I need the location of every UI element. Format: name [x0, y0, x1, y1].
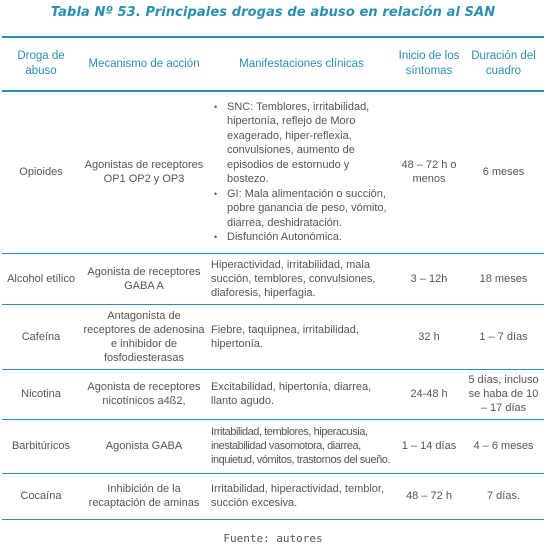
header-mechanism: Mecanismo de acción: [80, 37, 208, 91]
cell-manifestations: Hiperactividad, irritabilidad, mala succión, temblores, convulsiones, diaforesis, hiperfagia.: [208, 253, 395, 304]
cell-onset: 1 – 14 días: [395, 419, 463, 473]
header-manifestations: Manifestaciones clínicas: [208, 37, 395, 91]
cell-duration: 4 – 6 meses: [463, 419, 544, 473]
cell-mechanism: Agonista de receptores nicotínicos a4ß2,: [80, 369, 208, 419]
cell-mechanism: Antagonista de receptores de adenosina e inhibidor de fosfodiesterasas: [80, 304, 208, 369]
table-source: Fuente: autores: [223, 532, 323, 545]
table-row: [2, 369, 544, 419]
cell-onset: 24-48 h: [395, 369, 463, 419]
cell-mechanism: Agonista GABA: [80, 419, 208, 473]
list-item-text: GI: Mala alimentación o succión, pobre ganancia de peso, vómito, diarrea, deshidratación.: [227, 187, 387, 229]
cell-drug: Cocaína: [2, 473, 80, 519]
cell-drug: Cafeína: [2, 304, 80, 369]
cell-duration: 5 días, incluso se haba de 10 – 17 días: [463, 369, 544, 419]
list-item: [214, 100, 392, 187]
cell-onset: 32 h: [395, 304, 463, 369]
cell-drug: Opioides: [2, 91, 80, 253]
cell-drug: Nicotina: [2, 369, 80, 419]
manifestations-list: [211, 100, 392, 245]
bullet-icon: •: [214, 188, 218, 199]
header-drug: Droga de abuso: [2, 37, 80, 91]
list-item: [214, 187, 392, 231]
table-title: Tabla Nº 53. Principales drogas de abuso en relación al SAN: [50, 5, 496, 20]
table-row: [2, 473, 544, 519]
cell-onset: 48 – 72 h o menos: [395, 91, 463, 253]
header-onset: Inicio de los síntomas: [395, 37, 463, 91]
cell-drug: Barbitúricos: [2, 419, 80, 473]
cell-duration: 18 meses: [463, 253, 544, 304]
cell-duration: 1 – 7 días: [463, 304, 544, 369]
cell-duration: 7 días.: [463, 473, 544, 519]
cell-manifestations: Irritabilidad, hiperactividad, temblor, succión excesiva.: [208, 473, 395, 519]
table-body: [2, 91, 544, 519]
cell-drug: Alcohol etílico: [2, 253, 80, 304]
cell-manifestations: [208, 91, 395, 253]
cell-mechanism: Agonista de receptores GABA A: [80, 253, 208, 304]
bullet-icon: •: [214, 232, 218, 243]
cell-mechanism: Inhibición de la recaptación de aminas: [80, 473, 208, 519]
cell-manifestations: Fiebre, taquipnea, irritabilidad, hipertonía.: [208, 304, 395, 369]
cell-manifestations: Irritabilidad, temblores, hiperacusia, inestabilidad vasomotora, diarrea, inquietud, vómitos, trastornos del sueño.: [208, 419, 395, 473]
bullet-icon: •: [214, 101, 218, 112]
drugs-table: [2, 36, 544, 520]
cell-duration: 6 meses: [463, 91, 544, 253]
cell-onset: 48 – 72 h: [395, 473, 463, 519]
table-row: [2, 419, 544, 473]
table-row: [2, 91, 544, 253]
table-header: [2, 37, 544, 91]
table-row: [2, 253, 544, 304]
header-duration: Duración del cuadro: [463, 37, 544, 91]
cell-mechanism: Agonistas de receptores OP1 OP2 y OP3: [80, 91, 208, 253]
header-row: [2, 37, 544, 91]
list-item-text: Disfunción Autonómica.: [227, 231, 342, 244]
table-row: [2, 304, 544, 369]
list-item: [214, 230, 392, 245]
cell-manifestations: Excitabilidad, hipertonía, diarrea, llanto agudo.: [208, 369, 395, 419]
cell-onset: 3 – 12h: [395, 253, 463, 304]
list-item-text: SNC: Temblores, irritabilidad, hipertonía, reflejo de Moro exagerado, hiper-reflexia, convulsiones, aumento de episodios de estornudo y bostezo.: [227, 100, 370, 186]
